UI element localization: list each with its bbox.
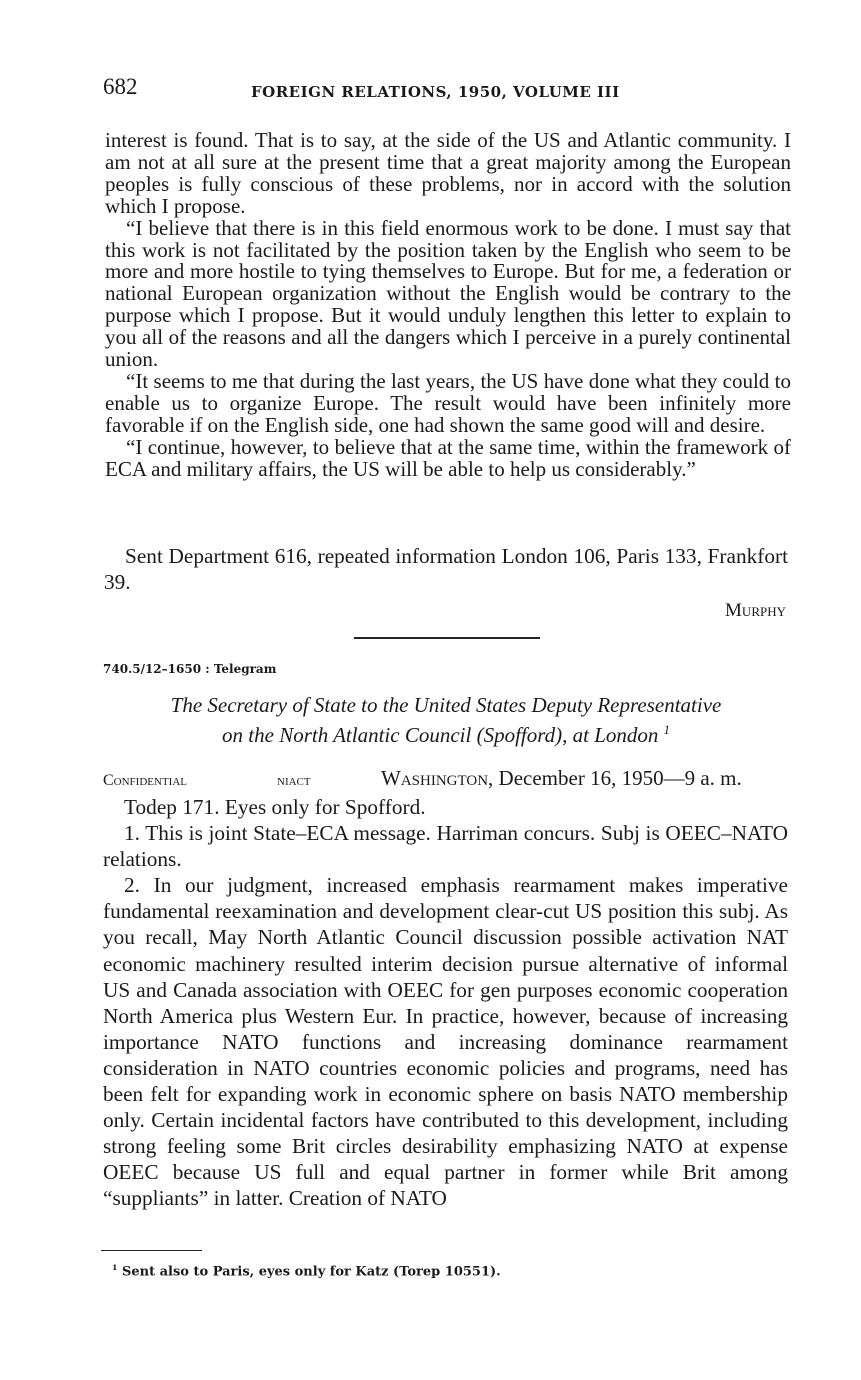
title-line-1: The Secretary of State to the United States Deputy Representative <box>170 693 722 717</box>
footnote-mark: 1 <box>112 1263 118 1272</box>
letter-paragraph: “I continue, however, to believe that at the same time, within the framework of ECA and military affairs, the US will be able to help us considerably.” <box>105 434 791 481</box>
letter-paragraph: “I believe that there is in this field enormous work to be done. I must say that this work is not facilitated by the position taken by the English who seem to be more and more hostile to tying themselves to Europe. But for me, a federation or national European organization without the English would be contrary to the purpose which I propose. But it would unduly lengthen this letter to explain to you all of the reasons and all the dangers which I perceive in a purely continental union. <box>105 215 791 372</box>
file-number: 740.5/12–1650 : Telegram <box>103 662 277 676</box>
letter-paragraph: interest is found. That is to say, at the side of the US and Atlantic community. I am not at all sure at the present time that a great majority among the European peoples is fully conscious of these problems, nor in accord with the solution which I propose. <box>105 128 791 218</box>
channel: niact <box>277 772 311 789</box>
section-divider <box>354 637 540 639</box>
classification: Confidential <box>103 772 187 789</box>
footnote-reference: 1 <box>663 723 670 737</box>
date: , December 16, 1950—9 a. m. <box>488 766 742 790</box>
footnote-text: Sent also to Paris, eyes only for Katz (Torep 10551). <box>121 1264 501 1280</box>
letter-body <box>105 130 791 481</box>
running-head: FOREIGN RELATIONS, 1950, VOLUME III <box>251 83 620 101</box>
sent-line: Sent Department 616, repeated information London 106, Paris 133, Frankfort 39. <box>104 544 788 595</box>
telegram-paragraph: Todep 171. Eyes only for Spofford. <box>124 795 426 819</box>
telegram-paragraph: 1. This is joint State–ECA message. Harriman concurs. Subj is OEEC–NATO relations. <box>103 821 788 872</box>
page-header <box>103 74 703 108</box>
telegram-paragraph: 2. In our judgment, increased emphasis rearmament makes imperative fundamental reexamination and development clear-cut US position this subj. As you recall, May North Atlantic Council discussion possible activation NAT economic machinery resulted interim decision pursue alternative of informal US and Canada association with OEEC for gen purposes economic cooperation North America plus Western Eur. In practice, however, because of increasing importance NATO functions and increasing dominance rearmament consideration in NATO countries economic policies and programs, need has been felt for expanding work in economic sphere on basis NATO membership only. Certain incidental factors have contributed to this development, including strong feeling some Brit circles desirability emphasizing NATO at expense OEEC because US full and equal partner in former while Brit among “suppliants” in latter. Creation of NATO <box>103 873 788 1211</box>
telegram-body <box>103 794 788 1212</box>
title-line-2: on the North Atlantic Council (Spofford), at London <box>222 723 659 747</box>
letter-paragraph: “It seems to me that during the last years, the US have done what they could to enable us to organize Europe. The result would have been infinitely more favorable if on the English side, one had shown the same good will and desire. <box>105 368 791 437</box>
document-title <box>103 693 789 748</box>
footnote <box>112 1263 501 1279</box>
footnote-divider <box>101 1250 202 1251</box>
place: Washington <box>381 766 489 790</box>
page-number: 682 <box>103 74 138 99</box>
dateline <box>103 766 789 791</box>
signature: Murphy <box>725 600 786 621</box>
